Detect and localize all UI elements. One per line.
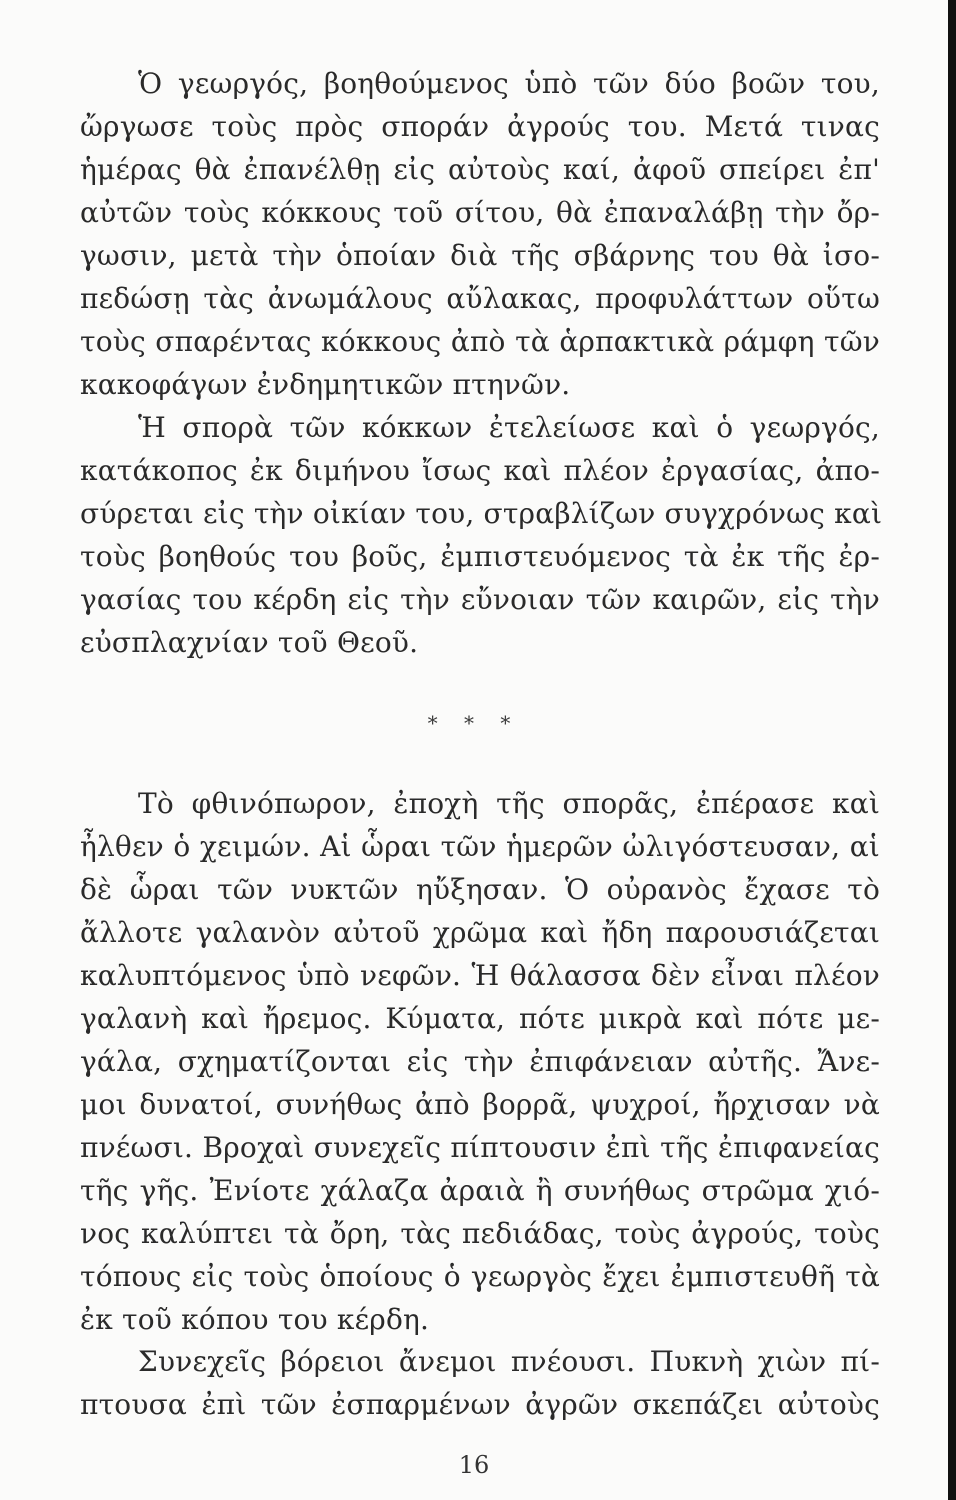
- text-line: καλυπτόμενος ὑπὸ νεφῶν. Ἡ θάλασσα δὲν εἶναι πλέον: [80, 959, 880, 992]
- text-line: ἦλθεν ὁ χειμών. Αἱ ὧραι τῶν ἡμερῶν ὠλιγόστευσαν, αἱ: [80, 830, 880, 863]
- section-separator: * * *: [427, 711, 521, 735]
- paragraph-4: [80, 1340, 880, 1426]
- text-line: γαλανὴ καὶ ἤρεμος. Κύματα, πότε μικρὰ καὶ πότε με-: [80, 1002, 880, 1035]
- text-line: Συνεχεῖς βόρειοι ἄνεμοι πνέουσι. Πυκνὴ χιὼν πί-: [138, 1345, 880, 1378]
- text-line: εὐσπλαχνίαν τοῦ Θεοῦ.: [80, 626, 419, 659]
- page-number: 16: [458, 1451, 490, 1479]
- text-line: πεδώσῃ τὰς ἀνωμάλους αὔλακας, προφυλάττων οὕτω: [80, 282, 880, 315]
- text-line: κακοφάγων ἐνδημητικῶν πτηνῶν.: [80, 368, 571, 401]
- text-line: τῆς γῆς. Ἐνίοτε χάλαζα ἀραιὰ ἢ συνήθως στρῶμα χιό-: [80, 1174, 880, 1207]
- text-line: Ὁ γεωργός, βοηθούμενος ὑπὸ τῶν δύο βοῶν του,: [138, 67, 880, 100]
- text-line: ἄλλοτε γαλανὸν αὐτοῦ χρῶμα καὶ ἤδη παρουσιάζεται: [80, 916, 880, 949]
- text-line: πτουσα ἐπὶ τῶν ἐσπαρμένων ἀγρῶν σκεπάζει αὐτοὺς: [80, 1388, 880, 1421]
- text-line: Τὸ φθινόπωρον, ἐποχὴ τῆς σπορᾶς, ἐπέρασε καὶ: [138, 787, 880, 820]
- text-line: κατάκοπος ἐκ διμήνου ἴσως καὶ πλέον ἐργασίας, ἀπο-: [80, 454, 880, 487]
- text-line: πνέωσι. Βροχαὶ συνεχεῖς πίπτουσιν ἐπὶ τῆς ἐπιφανείας: [80, 1131, 880, 1164]
- text-line: δὲ ὧραι τῶν νυκτῶν ηὔξησαν. Ὁ οὐρανὸς ἔχασε τὸ: [80, 873, 880, 906]
- text-line: αὐτῶν τοὺς κόκκους τοῦ σίτου, θὰ ἐπαναλάβῃ τὴν ὄρ-: [80, 196, 880, 229]
- text-line: γωσιν, μετὰ τὴν ὁποίαν διὰ τῆς σβάρνης του θὰ ἰσο-: [80, 239, 880, 272]
- text-line: ἐκ τοῦ κόπου του κέρδη.: [80, 1303, 430, 1336]
- text-line: Ἡ σπορὰ τῶν κόκκων ἐτελείωσε καὶ ὁ γεωργός,: [138, 411, 880, 444]
- text-line: ἡμέρας θὰ ἐπανέλθῃ εἰς αὐτοὺς καί, ἀφοῦ σπείρει ἐπ': [80, 153, 880, 186]
- text-line: τοὺς βοηθούς του βοῦς, ἐμπιστευόμενος τὰ ἐκ τῆς ἐρ-: [80, 540, 880, 573]
- page-edge: [948, 0, 956, 1500]
- text-line: τόπους εἰς τοὺς ὁποίους ὁ γεωργὸς ἔχει ἐμπιστευθῆ τὰ: [80, 1260, 880, 1293]
- text-line: ὤργωσε τοὺς πρὸς σποράν ἀγρούς του. Μετά τινας: [80, 110, 880, 143]
- paragraph-3: [80, 782, 880, 1341]
- text-line: σύρεται εἰς τὴν οἰκίαν του, στραβλίζων συγχρόνως καὶ: [80, 497, 883, 530]
- text-line: μοι δυνατοί, συνήθως ἀπὸ βορρᾶ, ψυχροί, ἤρχισαν νὰ: [80, 1088, 880, 1121]
- text-line: γασίας του κέρδη εἰς τὴν εὔνοιαν τῶν καιρῶν, εἰς τὴν: [80, 583, 880, 616]
- paragraph-2: [80, 406, 883, 664]
- text-line: νος καλύπτει τὰ ὄρη, τὰς πεδιάδας, τοὺς ἀγρούς, τοὺς: [80, 1217, 880, 1250]
- paragraph-1: [80, 62, 880, 406]
- text-line: γάλα, σχηματίζονται εἰς τὴν ἐπιφάνειαν αὐτῆς. Ἄνε-: [80, 1045, 880, 1078]
- text-line: τοὺς σπαρέντας κόκκους ἀπὸ τὰ ἁρπακτικὰ ράμφη τῶν: [80, 325, 880, 358]
